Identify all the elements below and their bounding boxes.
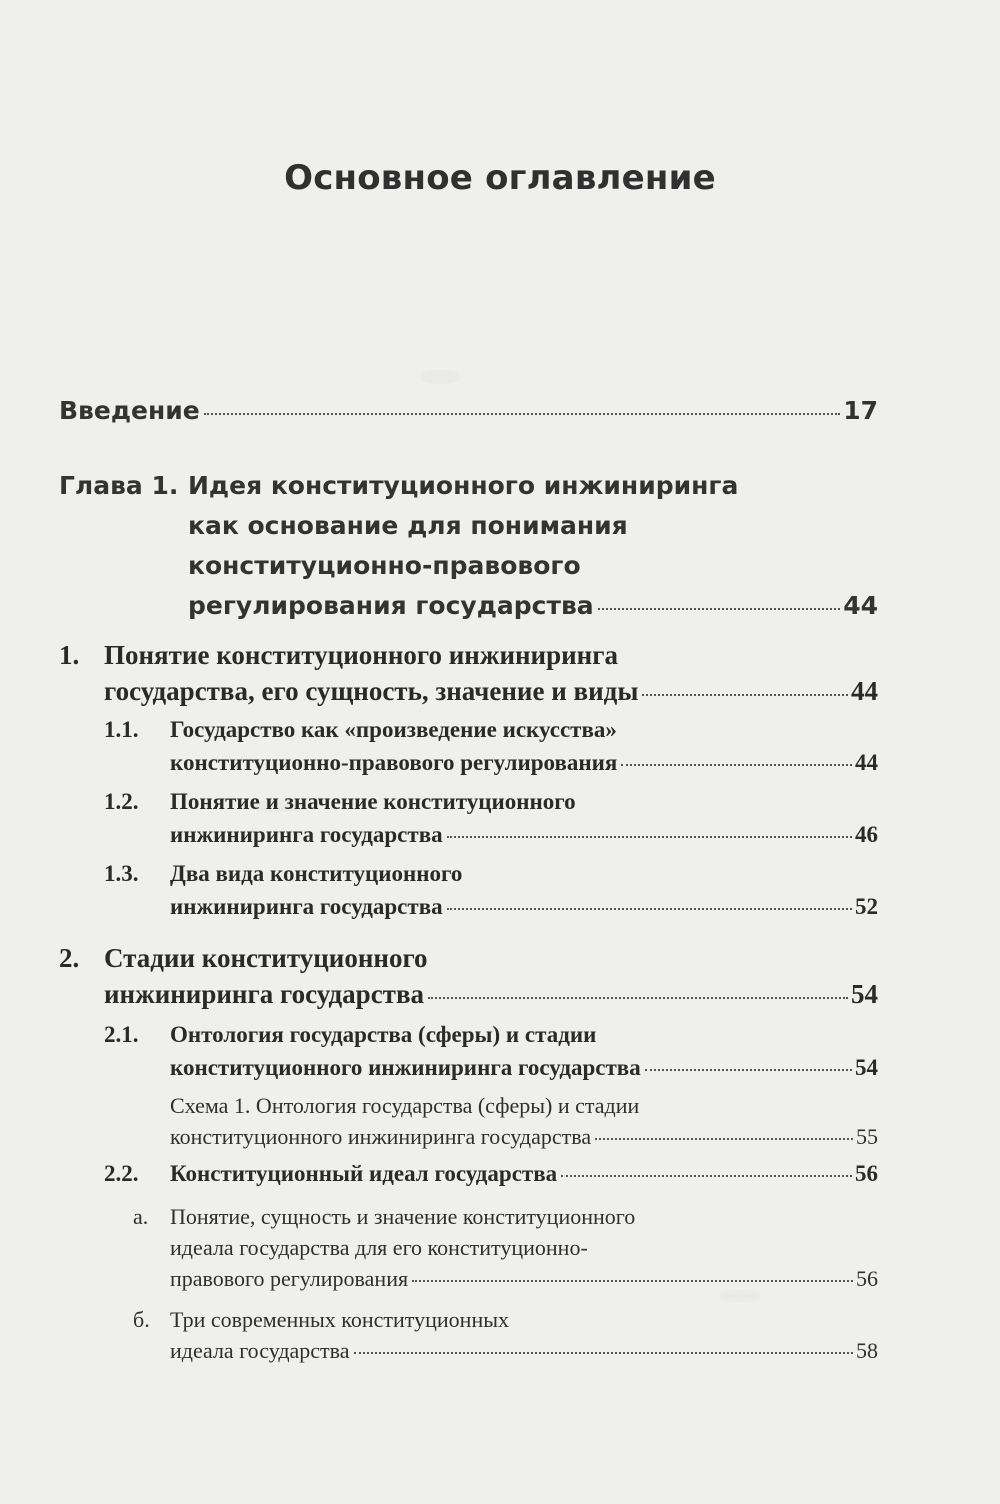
toc-entry-subsection-2-1 (170, 1018, 878, 1084)
toc-entry-line: инжиниринга государства (170, 822, 443, 847)
section-number: 2. (59, 943, 80, 973)
dot-leader (642, 694, 848, 696)
toc-entry-line: Конституционный идеал государства (170, 1161, 558, 1186)
toc-entry-subsection-2-2 (170, 1157, 878, 1190)
toc-entry-line: конституционного инжиниринга государства (170, 1124, 592, 1149)
toc-page-number: 55 (856, 1124, 878, 1149)
toc-page-number: 52 (855, 894, 878, 919)
toc-entry-line: Государство как «произведение искусства» (170, 717, 617, 742)
toc-entry-line: Два вида конституционного (170, 861, 463, 886)
toc-entry-item-b (170, 1304, 878, 1366)
item-letter: б. (133, 1307, 150, 1332)
subsection-number: 2.2. (104, 1161, 139, 1186)
dot-leader (412, 1280, 853, 1282)
toc-entry-line: Онтология государства (сферы) и стадии (170, 1022, 597, 1047)
toc-page-number: 17 (843, 396, 878, 425)
toc-entry-line: государства, его сущность, значение и виды (104, 676, 639, 706)
toc-page-number: 44 (843, 591, 878, 620)
toc-entry-line: конституционного инжиниринга государства (170, 1055, 641, 1080)
toc-entry-line: инжиниринга государства (170, 894, 443, 919)
toc-page-number: 44 (851, 676, 878, 706)
toc-page-number: 54 (851, 979, 878, 1009)
toc-entry-line: конституционно-правового регулирования (170, 750, 618, 775)
scan-smudge (420, 370, 460, 384)
toc-entry-line: Схема 1. Онтология государства (сферы) и стадии (170, 1093, 640, 1118)
dot-leader (595, 1138, 853, 1140)
toc-entry-chapter-1 (188, 466, 878, 626)
toc-entry-line: Понятие и значение конституционного (170, 789, 576, 814)
dot-leader (428, 997, 848, 999)
dot-leader (447, 908, 852, 910)
dot-leader (598, 608, 841, 610)
dot-leader (645, 1069, 852, 1071)
toc-entry-label: Введение (59, 396, 200, 425)
dot-leader (561, 1175, 852, 1177)
toc-entry-line: регулирования государства (188, 591, 594, 620)
chapter-number: Глава 1. (59, 471, 179, 500)
toc-page-number: 56 (855, 1161, 878, 1186)
toc-page-number: 56 (856, 1266, 878, 1291)
toc-entry-section-1 (104, 637, 878, 709)
toc-entry-section-2 (104, 940, 878, 1012)
toc-entry-line: как основание для понимания (188, 511, 628, 540)
toc-entry-line: Понятие конституционного инжиниринга (104, 640, 619, 670)
toc-entry-line: Стадии конституционного (104, 943, 428, 973)
toc-page-number: 44 (855, 750, 878, 775)
toc-entry-subsection-1-2 (170, 785, 878, 851)
subsection-number: 1.1. (104, 717, 139, 742)
subsection-number: 2.1. (104, 1022, 139, 1047)
toc-entry-item-a (170, 1201, 878, 1294)
subsection-number: 1.2. (104, 789, 139, 814)
toc-entry-line: идеала государства для его конституционно- (170, 1235, 588, 1260)
item-letter: а. (133, 1204, 149, 1229)
toc-entry-scheme-1 (170, 1090, 878, 1152)
page-title: Основное оглавление (284, 158, 716, 198)
dot-leader (354, 1352, 853, 1354)
toc-entry-line: правового регулирования (170, 1266, 409, 1291)
toc-entry-subsection-1-1 (170, 713, 878, 779)
dot-leader (204, 413, 840, 415)
section-number: 1. (59, 640, 80, 670)
dot-leader (621, 764, 852, 766)
dot-leader (447, 836, 852, 838)
toc-entry-line: Идея конституционного инжиниринга (188, 471, 739, 500)
toc-entry-subsection-1-3 (170, 857, 878, 923)
toc-entry-line: инжиниринга государства (104, 979, 425, 1009)
toc-page-number: 58 (856, 1338, 878, 1363)
toc-entry-intro (59, 395, 878, 427)
toc-page-number: 54 (855, 1055, 878, 1080)
toc-entry-line: Понятие, сущность и значение конституционного (170, 1204, 636, 1229)
toc-page-number: 46 (855, 822, 878, 847)
toc-entry-line: идеала государства (170, 1338, 350, 1363)
toc-entry-line: Три современных конституционных (170, 1307, 510, 1332)
toc-entry-line: конституционно-правового (188, 551, 581, 580)
subsection-number: 1.3. (104, 861, 139, 886)
